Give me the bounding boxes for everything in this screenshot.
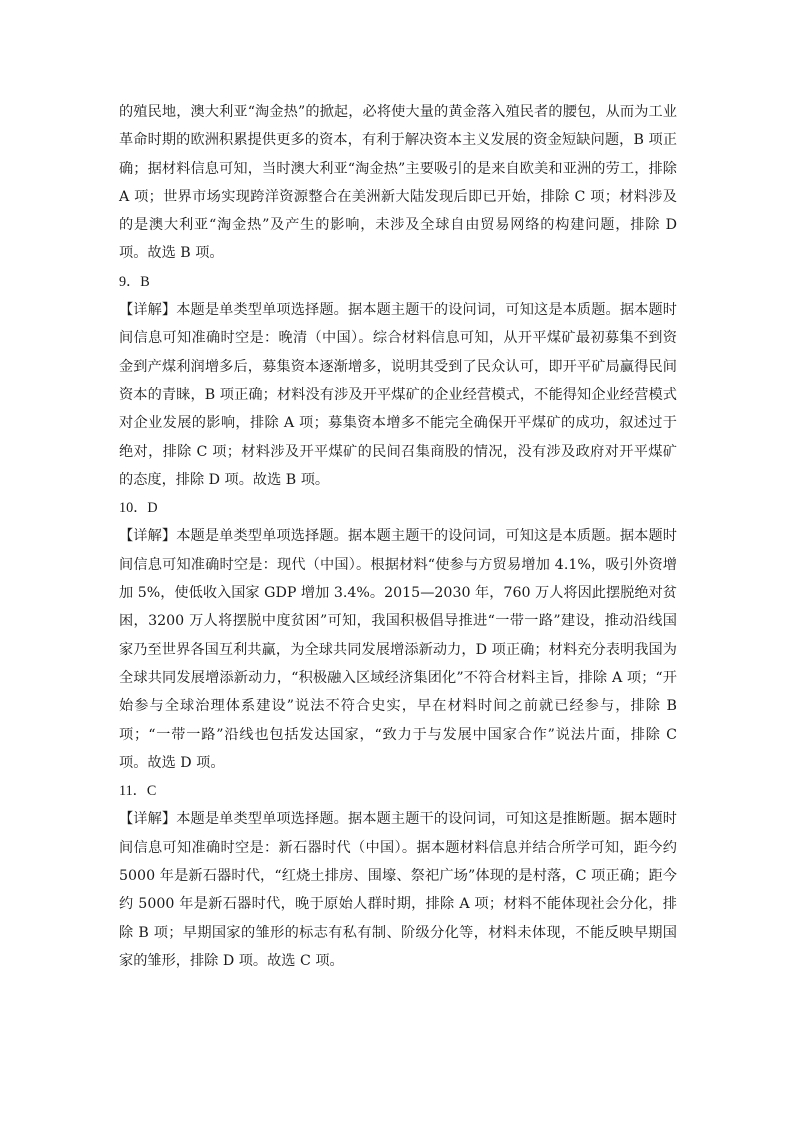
question-number-9: 9．B [119,273,150,290]
document-page [119,98,677,975]
answer-explanation-10 [119,522,677,777]
answer-explanation-9 [119,296,677,494]
question-number-11: 11．C [119,783,157,800]
explanation-tag: 【详解】 [119,811,177,828]
paragraph-text: 本题是单类型单项选择题。据本题主题干的设问词，可知这是本质题。据本题时间信息可知准确时空是：晚清（中国）。综合材料信息可知，从开平煤矿最初募集不到资金到产煤利润增多后，募集资本逐渐增多，说明其受到了民众认可，即开平矿局赢得民间资本的青睐，B 项正确；材料没有涉及开平煤矿的企业经营模式，不能得知企业经营模式对企业发展的影响，排除 A 项；募集资本增多不能完全确保开平煤矿的成功，叙述过于绝对，排除 C 项；材料涉及开平煤矿的民间召集商股的情况，没有涉及政府对开平煤矿的态度，排除 D 项。故选 B 项。 [119,302,677,488]
explanation-tag: 【详解】 [119,302,177,319]
answer-explanation-11 [119,805,677,975]
paragraph-text: 的殖民地，澳大利亚“淘金热”的掀起，必将使大量的黄金落入殖民者的腰包，从而为工业革命时期的欧洲积累提供更多的资本，有利于解决资本主义发展的资金短缺问题，B 项正确；据材料信息可知，当时澳大利亚“淘金热”主要吸引的是来自欧美和亚洲的劳工，排除 A 项；世界市场实现跨洋资源整合在美洲新大陆发现后即已开始，排除 C 项；材料涉及的是澳大利亚“淘金热”及产生的影响，未涉及全球自由贸易网络的构建问题，排除 D 项。故选 B 项。 [119,104,677,262]
paragraph-text: 本题是单类型单项选择题。据本题主题干的设问词，可知这是本质题。据本题时间信息可知准确时空是：现代（中国）。根据材料“使参与方贸易增加 4.1%，吸引外资增加 5%，使低收入国家 GDP 增加 3.4%。2015—2030 年，760 万人将因此摆脱绝对贫困，3200 万人将摆脱中度贫困”可知，我国积极倡导推进“一带一路”建设，推动沿线国家乃至世界各国互利共赢，为全球共同发展增添新动力，D 项正确；材料充分表明我国为全球共同发展增添新动力，“积极融入区域经济集团化”不符合材料主旨，排除 A 项；“开始参与全球治理体系建设”说法不符合史实，早在材料时间之前就已经参与，排除 B 项；“一带一路”沿线也包括发达国家，“致力于与发展中国家合作”说法片面，排除 C 项。故选 D 项。 [119,528,677,771]
paragraph-text: 本题是单类型单项选择题。据本题主题干的设问词，可知这是推断题。据本题时间信息可知准确时空是：新石器时代（中国）。据本题材料信息并结合所学可知，距今约 5000 年是新石器时代，“红烧土排房、围壕、祭祀广场”体现的是村落，C 项正确；距今约 5000 年是新石器时代，晚于原始人群时期，排除 A 项；材料不能体现社会分化，排除 B 项；早期国家的雏形的标志有私有制、阶级分化等，材料未体现，不能反映早期国家的雏形，排除 D 项。故选 C 项。 [119,811,677,969]
explanation-tag: 【详解】 [119,528,177,545]
answer-explanation-8-continued [119,98,677,268]
question-number-10: 10．D [119,500,158,517]
